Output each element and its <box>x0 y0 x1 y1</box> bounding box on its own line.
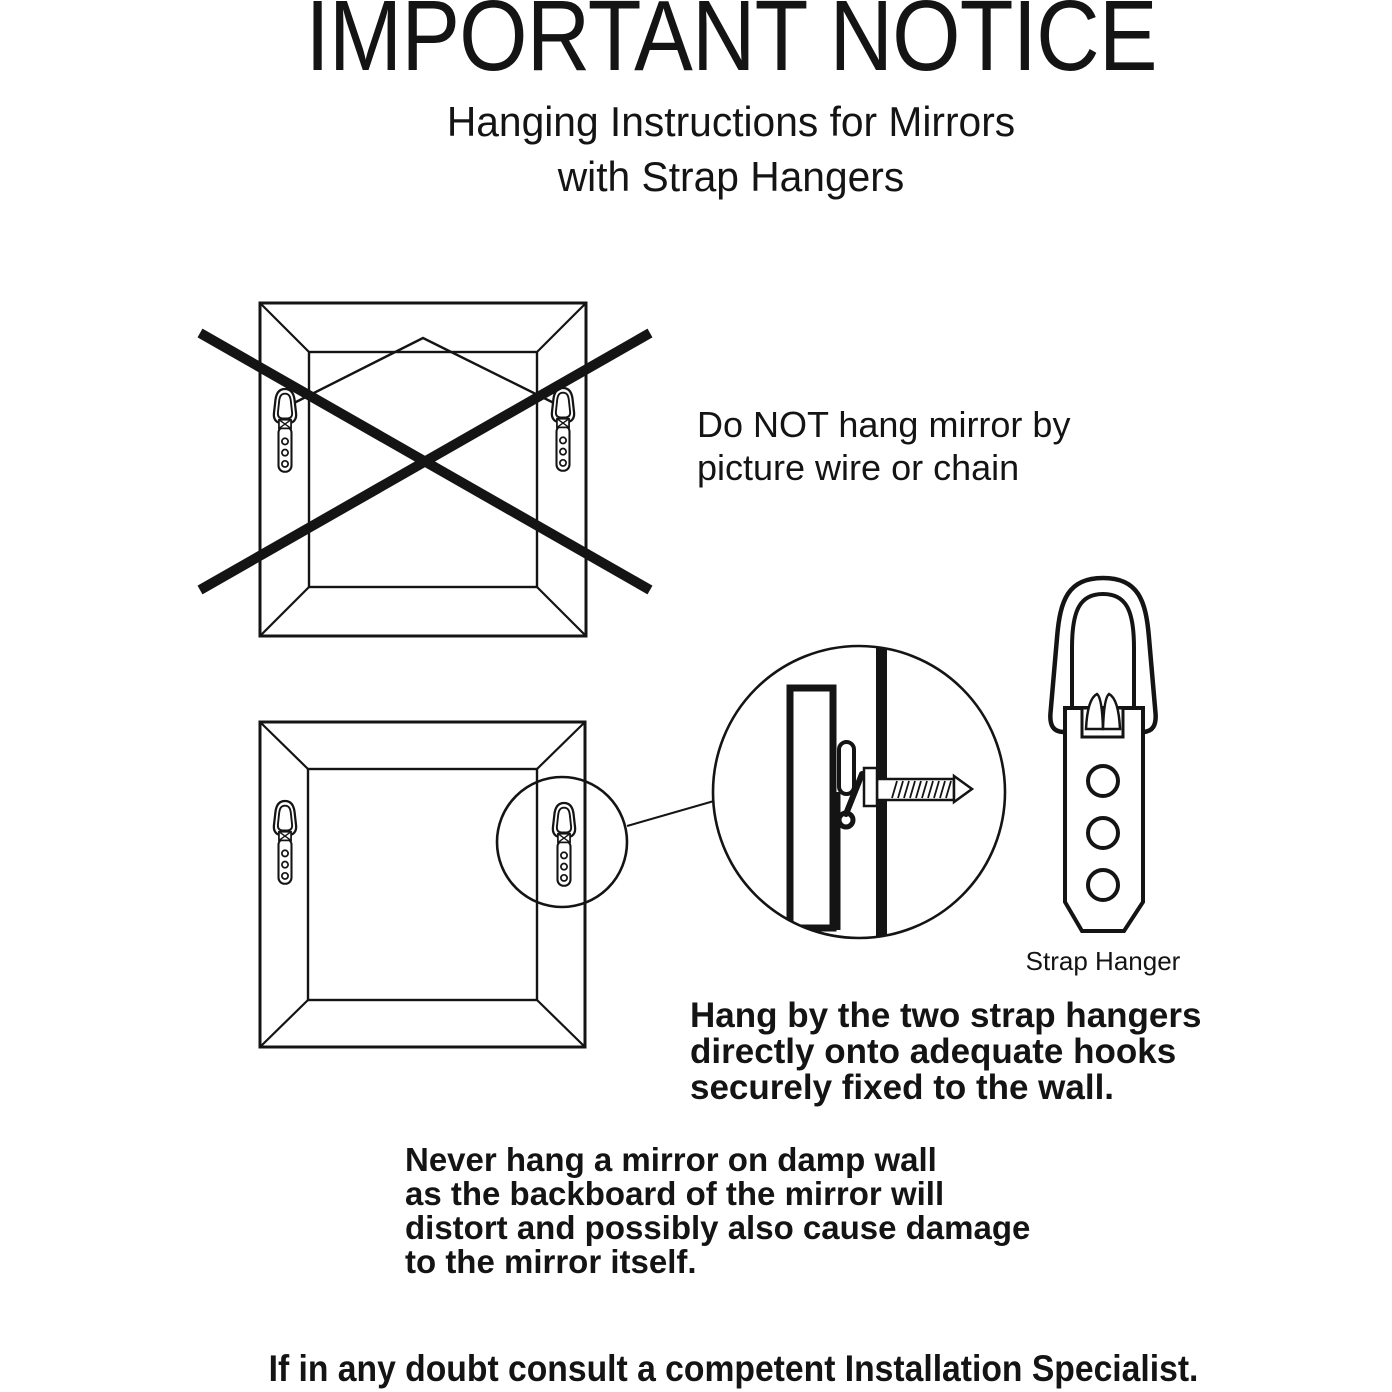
subtitle-line: Hanging Instructions for Mirrors <box>446 98 1016 145</box>
strap-hole <box>1088 818 1118 848</box>
page-subtitle <box>90 94 1372 204</box>
frame-cross-section <box>790 688 833 928</box>
instruction-line: Hang by the two strap hangers <box>690 996 1202 1035</box>
strap-hole <box>1088 870 1118 900</box>
mirror-frame-inner <box>308 769 537 1000</box>
warning-line: picture wire or chain <box>697 447 1020 488</box>
instruction-line: securely fixed to the wall. <box>690 1068 1115 1107</box>
strap-hanger-icon <box>274 389 296 472</box>
strap-hanger-detail-figure <box>1050 578 1155 931</box>
warning-line: to the mirror itself. <box>405 1243 697 1280</box>
strap-hanger-icon <box>553 803 575 886</box>
mirror-frame-inner <box>309 352 537 587</box>
warning-line: distort and possibly also cause damage <box>405 1209 1031 1246</box>
warning-line: Do NOT hang mirror by <box>697 404 1071 445</box>
strap-hole <box>1088 766 1118 796</box>
footer-advice: If in any doubt consult a competent Installation Specialist. <box>268 1348 1199 1389</box>
correct-mirror-figure <box>260 722 714 1047</box>
prohibition-cross-icon <box>200 333 650 590</box>
hang-by-instruction <box>690 998 1201 1106</box>
magnifier-connector-line <box>627 801 714 826</box>
warning-line: Never hang a mirror on damp wall <box>405 1141 937 1178</box>
warning-line: as the backboard of the mirror will <box>405 1175 945 1212</box>
strap-hanger-icon <box>274 801 296 884</box>
crossed-mirror-figure <box>200 303 650 636</box>
screw-tip <box>954 776 972 802</box>
subtitle-line: with Strap Hangers <box>557 153 905 200</box>
strap-hanger-label: Strap Hanger <box>1025 946 1181 976</box>
hook-curl <box>839 813 853 827</box>
picture-wire <box>288 338 560 406</box>
do-not-warning <box>697 403 1070 489</box>
screw-flange <box>864 768 877 806</box>
closeup-figure <box>713 644 1005 940</box>
strap-loop <box>839 742 854 794</box>
strap-hanger-icon <box>552 388 574 471</box>
damp-wall-warning <box>405 1143 1030 1279</box>
instruction-line: directly onto adequate hooks <box>690 1032 1177 1071</box>
page-title: IMPORTANT NOTICE <box>305 0 1157 92</box>
